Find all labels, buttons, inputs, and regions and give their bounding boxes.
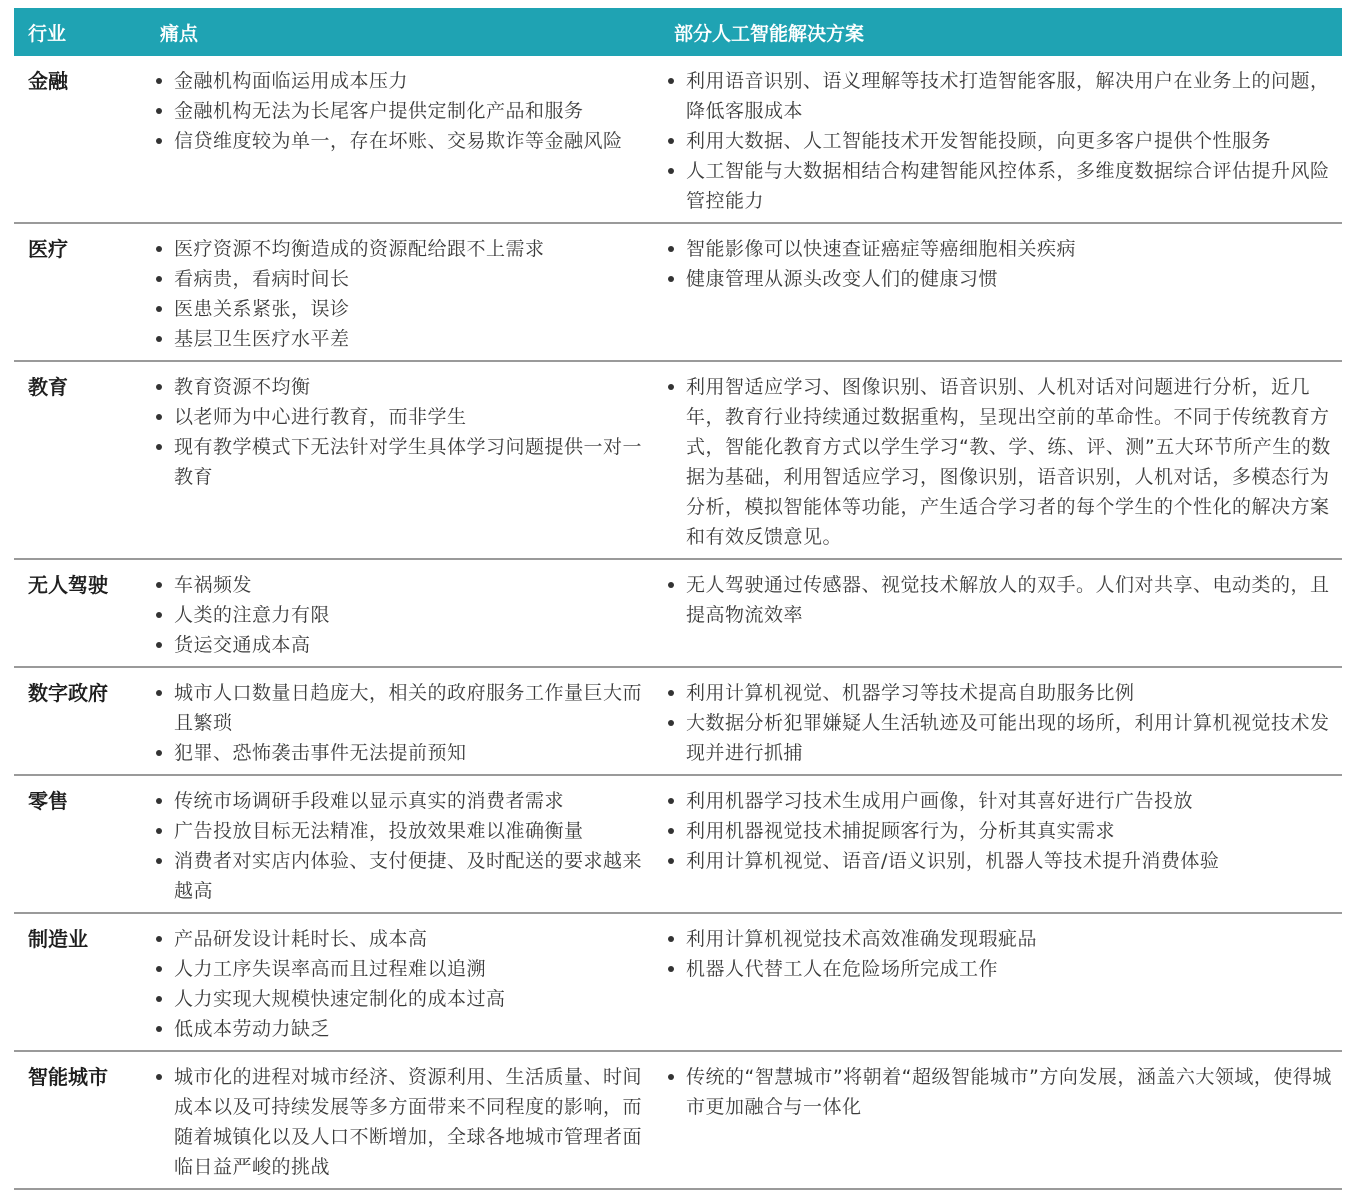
- header-pain-points: 痛点: [150, 8, 662, 56]
- solution-item: 利用机器视觉技术捕捉顾客行为，分析其真实需求: [666, 816, 1338, 846]
- industry-cell: 医疗: [14, 223, 150, 361]
- ai-industry-table-wrapper: [14, 8, 1342, 1190]
- solution-item: 利用计算机视觉技术高效准确发现瑕疵品: [666, 924, 1338, 954]
- solution-item: 利用机器学习技术生成用户画像，针对其喜好进行广告投放: [666, 786, 1338, 816]
- solutions-list: [662, 924, 1342, 984]
- pain-point-item: 城市化的进程对城市经济、资源利用、生活质量、时间成本以及可持续发展等多方面带来不同程度的影响，而随着城镇化以及人口不断增加，全球各地城市管理者面临日益严峻的挑战: [154, 1062, 654, 1182]
- solution-item: 大数据分析犯罪嫌疑人生活轨迹及可能出现的场所，利用计算机视觉技术发现并进行抓捕: [666, 708, 1338, 768]
- table-row: [14, 56, 1342, 223]
- pain-point-item: 现有教学模式下无法针对学生具体学习问题提供一对一教育: [154, 432, 654, 492]
- pain-point-item: 犯罪、恐怖袭击事件无法提前预知: [154, 738, 654, 768]
- solution-item: 利用计算机视觉、机器学习等技术提高自助服务比例: [666, 678, 1338, 708]
- solutions-list: [662, 786, 1342, 876]
- pain-points-list: [154, 678, 662, 768]
- solution-item: 传统的“智慧城市”将朝着“超级智能城市”方向发展，涵盖六大领域，使得城市更加融合与一体化: [666, 1062, 1338, 1122]
- table-row: [14, 223, 1342, 361]
- pain-point-item: 广告投放目标无法精准，投放效果难以准确衡量: [154, 816, 654, 846]
- solution-item: 智能影像可以快速查证癌症等癌细胞相关疾病: [666, 234, 1338, 264]
- pain-points-list: [154, 234, 662, 354]
- solution-item: 利用计算机视觉、语音/语义识别，机器人等技术提升消费体验: [666, 846, 1338, 876]
- solutions-list: [662, 372, 1342, 552]
- industry-cell: 金融: [14, 56, 150, 223]
- pain-points-cell: [150, 559, 662, 667]
- pain-points-cell: [150, 913, 662, 1051]
- solution-item: 健康管理从源头改变人们的健康习惯: [666, 264, 1338, 294]
- solutions-list: [662, 66, 1342, 216]
- pain-points-cell: [150, 775, 662, 913]
- pain-point-item: 车祸频发: [154, 570, 654, 600]
- table-row: [14, 913, 1342, 1051]
- pain-points-cell: [150, 361, 662, 559]
- pain-points-list: [154, 66, 662, 156]
- industry-cell: 无人驾驶: [14, 559, 150, 667]
- pain-points-cell: [150, 1051, 662, 1189]
- pain-points-list: [154, 1062, 662, 1182]
- solutions-list: [662, 1062, 1342, 1122]
- pain-point-item: 基层卫生医疗水平差: [154, 324, 654, 354]
- table-row: [14, 361, 1342, 559]
- table-header: [14, 8, 1342, 56]
- pain-point-item: 城市人口数量日趋庞大，相关的政府服务工作量巨大而且繁琐: [154, 678, 654, 738]
- pain-points-list: [154, 786, 662, 906]
- solutions-cell: [662, 56, 1342, 223]
- solution-item: 利用智适应学习、图像识别、语音识别、人机对话对问题进行分析，近几年，教育行业持续通过数据重构，呈现出空前的革命性。不同于传统教育方式，智能化教育方式以学生学习“教、学、练、评、测”五大环节所产生的数据为基础，利用智适应学习，图像识别，语音识别，人机对话，多模态行为分析，模拟智能体等功能，产生适合学习者的每个学生的个性化的解决方案和有效反馈意见。: [666, 372, 1338, 552]
- pain-point-item: 产品研发设计耗时长、成本高: [154, 924, 654, 954]
- industry-cell: 制造业: [14, 913, 150, 1051]
- solutions-cell: [662, 223, 1342, 361]
- solutions-list: [662, 570, 1342, 630]
- table-row: [14, 1051, 1342, 1189]
- solutions-list: [662, 234, 1342, 294]
- pain-point-item: 金融机构无法为长尾客户提供定制化产品和服务: [154, 96, 654, 126]
- pain-points-cell: [150, 223, 662, 361]
- pain-point-item: 消费者对实店内体验、支付便捷、及时配送的要求越来越高: [154, 846, 654, 906]
- pain-point-item: 传统市场调研手段难以显示真实的消费者需求: [154, 786, 654, 816]
- pain-point-item: 人力实现大规模快速定制化的成本过高: [154, 984, 654, 1014]
- solutions-cell: [662, 559, 1342, 667]
- pain-point-item: 人力工序失误率高而且过程难以追溯: [154, 954, 654, 984]
- pain-point-item: 金融机构面临运用成本压力: [154, 66, 654, 96]
- solution-item: 利用语音识别、语义理解等技术打造智能客服，解决用户在业务上的问题，降低客服成本: [666, 66, 1338, 126]
- solution-item: 人工智能与大数据相结合构建智能风控体系，多维度数据综合评估提升风险管控能力: [666, 156, 1338, 216]
- table-row: [14, 667, 1342, 775]
- pain-points-list: [154, 924, 662, 1044]
- solutions-cell: [662, 361, 1342, 559]
- header-industry: 行业: [14, 8, 150, 56]
- header-solutions: 部分人工智能解决方案: [662, 8, 1342, 56]
- industry-cell: 教育: [14, 361, 150, 559]
- solution-item: 利用大数据、人工智能技术开发智能投顾，向更多客户提供个性服务: [666, 126, 1338, 156]
- solutions-cell: [662, 775, 1342, 913]
- pain-points-cell: [150, 56, 662, 223]
- pain-point-item: 医患关系紧张，误诊: [154, 294, 654, 324]
- industry-cell: 智能城市: [14, 1051, 150, 1189]
- pain-points-list: [154, 570, 662, 660]
- pain-points-cell: [150, 667, 662, 775]
- pain-point-item: 看病贵，看病时间长: [154, 264, 654, 294]
- solution-item: 机器人代替工人在危险场所完成工作: [666, 954, 1338, 984]
- solutions-cell: [662, 913, 1342, 1051]
- pain-point-item: 货运交通成本高: [154, 630, 654, 660]
- solution-item: 无人驾驶通过传感器、视觉技术解放人的双手。人们对共享、电动类的，且提高物流效率: [666, 570, 1338, 630]
- table-row: [14, 559, 1342, 667]
- pain-point-item: 医疗资源不均衡造成的资源配给跟不上需求: [154, 234, 654, 264]
- industry-cell: 零售: [14, 775, 150, 913]
- pain-point-item: 低成本劳动力缺乏: [154, 1014, 654, 1044]
- pain-points-list: [154, 372, 662, 492]
- ai-industry-table: [14, 8, 1342, 1190]
- industry-cell: 数字政府: [14, 667, 150, 775]
- table-body: [14, 56, 1342, 1189]
- pain-point-item: 人类的注意力有限: [154, 600, 654, 630]
- pain-point-item: 以老师为中心进行教育，而非学生: [154, 402, 654, 432]
- solutions-cell: [662, 1051, 1342, 1189]
- table-row: [14, 775, 1342, 913]
- solutions-list: [662, 678, 1342, 768]
- pain-point-item: 教育资源不均衡: [154, 372, 654, 402]
- solutions-cell: [662, 667, 1342, 775]
- header-row: [14, 8, 1342, 56]
- pain-point-item: 信贷维度较为单一，存在坏账、交易欺诈等金融风险: [154, 126, 654, 156]
